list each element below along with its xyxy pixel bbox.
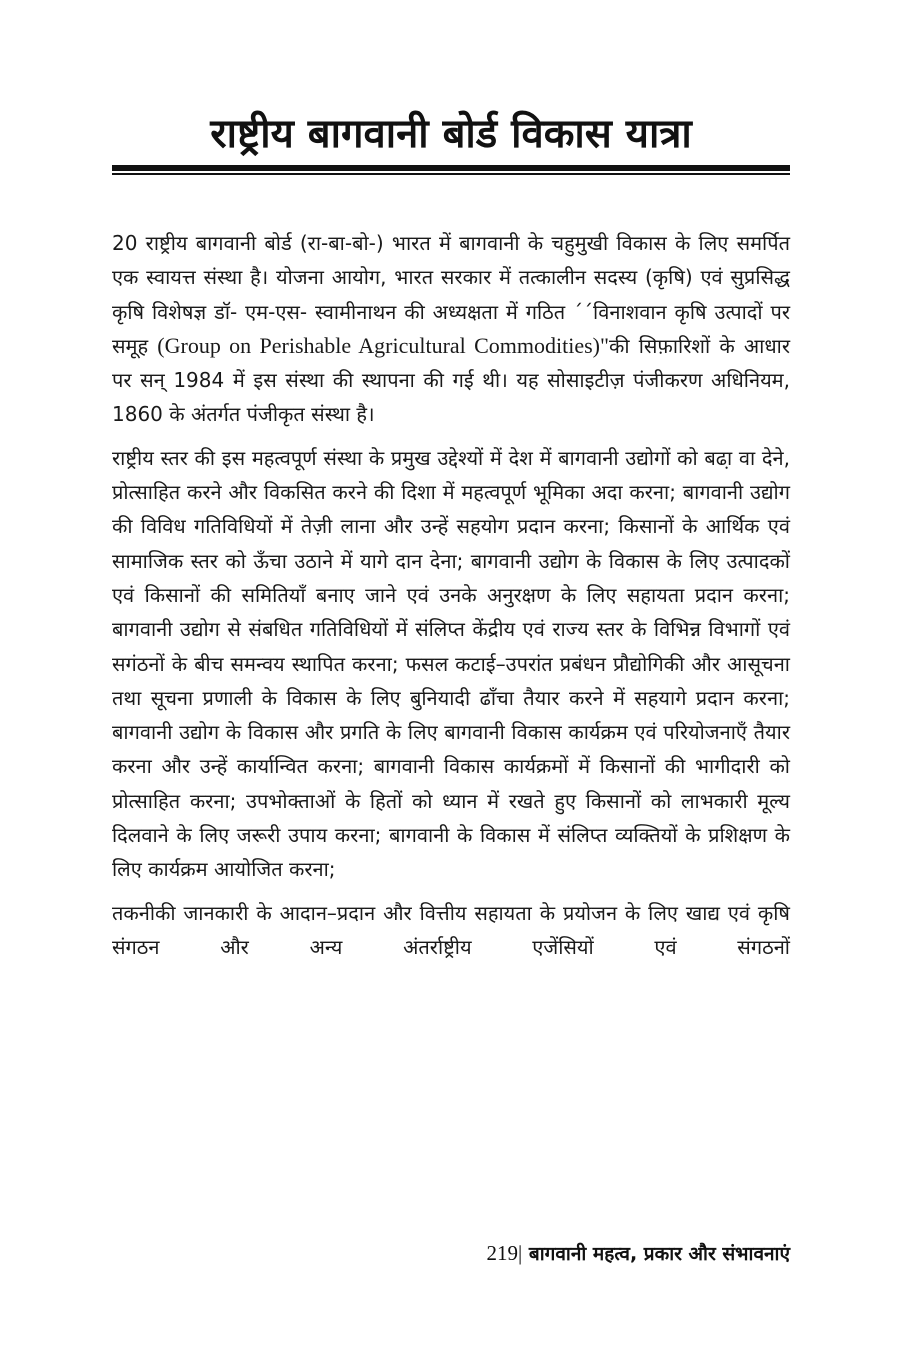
- title-rule-thick: [112, 165, 790, 171]
- paragraph-intro: [112, 226, 790, 432]
- document-page: [112, 0, 790, 1350]
- footer-book-title: बागवानी महत्व, प्रकार और संभावनाएं: [522, 1243, 790, 1265]
- body-text: [112, 226, 790, 973]
- paragraph-intro-text-after: की सिफ़ारिशों के आधार पर सन् 1984 में इस संस्था की स्थापना की गई थी। यह सोसाइटीज़ पंजीकरण अधिनियम, 1860 के अंतर्गत पंजीकृत संस्था है।: [112, 333, 790, 427]
- paragraph-intro-english-phrase: (Group on Perishable Agricultural Commodities)": [157, 332, 609, 358]
- paragraph-objectives: राष्ट्रीय स्तर की इस महत्वपूर्ण संस्था के प्रमुख उद्देश्यों में देश में बागवानी उद्योगों को बढा़ वा देने, प्रोत्साहित करने और विकसित करने की दिशा में महत्वपूर्ण भूमिका अदा करना; बागवानी उद्योग की विविध गतिविधियों में तेज़ी लाना और उन्हें सहयोग प्रदान करना; किसानों के आर्थिक एवं सामाजिक स्तर को ऊँचा उठाने में यागे दान देना; बागवानी उद्योग के विकास के लिए उत्पादकों एवं किसानों की समितियाँ बनाए जाने एवं उनके अनुरक्षण के लिए सहायता प्रदान करना; बागवानी उद्योग से संबधित गतिविधियों में संलिप्त केंद्रीय एवं राज्य स्तर के विभिन्न विभागों एवं सगंठनों के बीच समन्वय स्थापित करना; फसल कटाई–उपरांत प्रबंधन प्रौद्योगिकी और आसूचना तथा सूचना प्रणाली के विकास के लिए बुनियादी ढाँचा तैयार करने में सहयागे प्रदान करना; बागवानी उद्योग के विकास और प्रगति के लिए बागवानी विकास कार्यक्रम एवं परियोजनाएँ तैयार करना और उन्हें कार्यान्वित करना; बागवानी विकास कार्यक्रमों में किसानों की भागीदारी को प्रोत्साहित करना; उपभोक्ताओं के हितों को ध्यान में रखते हुए किसानों को लाभकारी मूल्य दिलवाने के लिए जरूरी उपाय करना; बागवानी के विकास में संलिप्त व्यक्तियों के प्रशिक्षण के लिए कार्यक्रम आयोजित करना;: [112, 445, 790, 882]
- chapter-title: राष्ट्रीय बागवानी बोर्ड विकास यात्रा: [210, 111, 692, 157]
- page-number: 219: [486, 1241, 519, 1265]
- paragraph-cooperation: तकनीकी जानकारी के आदान–प्रदान और वित्तीय सहायता के प्रयोजन के लिए खाद्य एवं कृषि संगठन और अन्य अंतर्राष्ट्रीय एजेंसियों एवं संगठनों: [112, 900, 790, 959]
- page-footer: [487, 1238, 790, 1269]
- footer-separator: |: [518, 1241, 523, 1265]
- paragraph-intro-text-before: 20 राष्ट्रीय बागवानी बोर्ड (रा-बा-बो-) भारत में बागवानी के चहुमुखी विकास के लिए समर्पित एक स्वायत्त संस्था है। योजना आयोग, भारत सरकार में तत्कालीन सदस्य (कृषि) एवं सुप्रसिद्ध कृषि विशेषज्ञ डॉ- एम-एस- स्वामीनाथन की अध्यक्षता में गठित ´´विनाशवान कृषि उत्पादों पर समूह: [112, 231, 790, 358]
- title-rule-thin: [112, 173, 790, 175]
- title-underline: [112, 165, 790, 175]
